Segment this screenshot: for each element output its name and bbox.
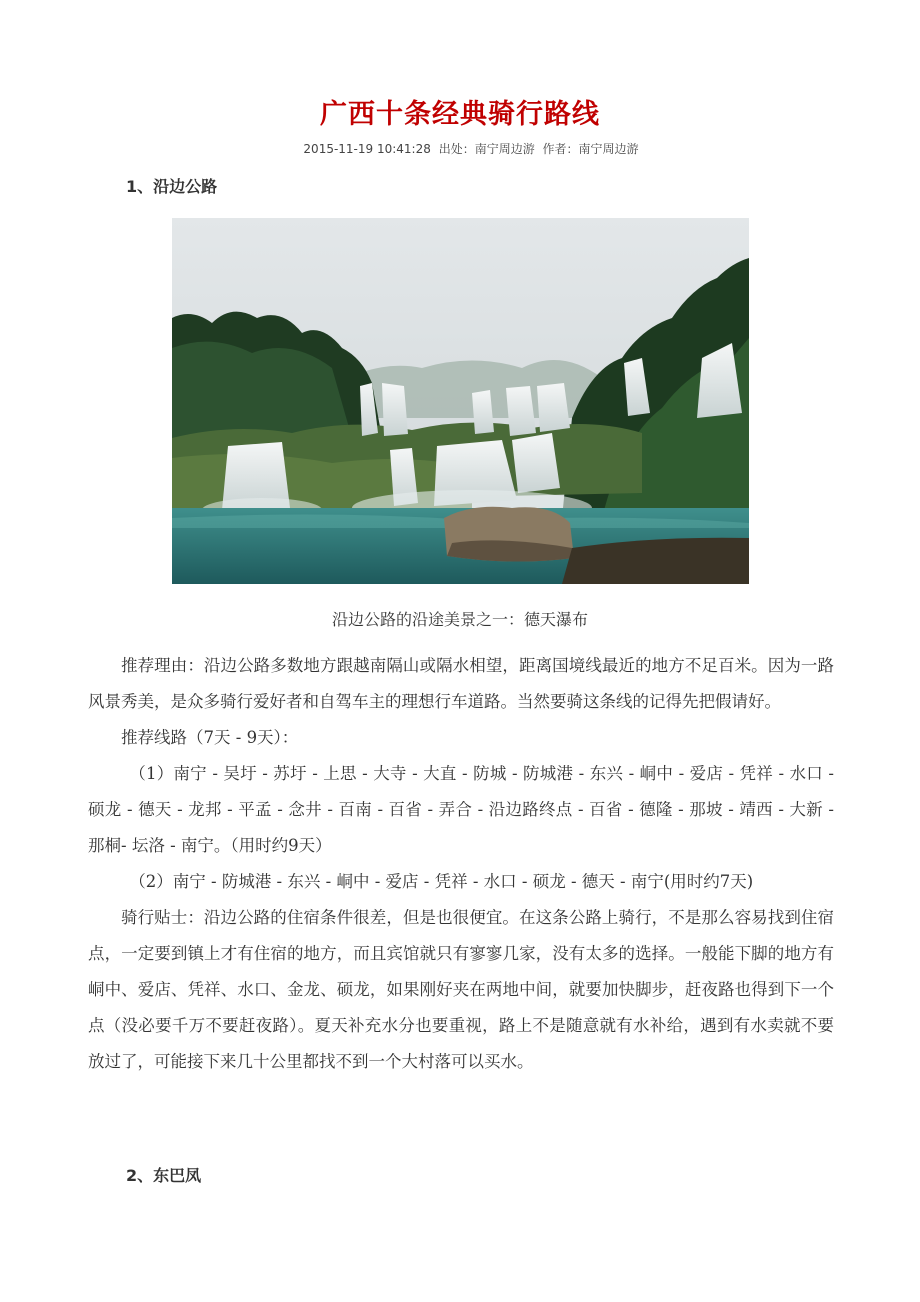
article-meta: [0, 140, 920, 157]
paragraph-recommend-reason: 推荐理由：沿边公路多数地方跟越南隔山或隔水相望，距离国境线最近的地方不足百米。因为一路风景秀美，是众多骑行爱好者和自驾车主的理想行车道路。当然要骑这条线的记得先把假请好。: [88, 656, 834, 711]
publish-datetime: 2015-11-19 10:41:28: [303, 142, 431, 156]
article-author: 作者：南宁周边游: [542, 142, 639, 156]
paragraph-route-header: 推荐线路（7天 - 9天）：: [121, 728, 299, 747]
article-title: 广西十条经典骑行路线: [320, 99, 600, 130]
article-body: [88, 648, 834, 1080]
waterfall-photo: [172, 218, 749, 584]
paragraph-route-1: （1）南宁 - 吴圩 - 苏圩 - 上思 - 大寺 - 大直 - 防城 - 防城港 - 东兴 - 峒中 - 爱店 - 凭祥 - 水口 - 硕龙 - 德天 - 龙邦 - 平孟 - 念井 - 百南 - 百省 - 弄合 - 沿边路终点 - 百省 - 德隆 - 那坡 - 靖西 - 大新 - 那桐- 坛洛 - 南宁。（用时约9天）: [88, 764, 834, 855]
section-heading-1: 1、沿边公路: [126, 177, 218, 196]
section-heading-2: 2、东巴凤: [126, 1166, 202, 1185]
paragraph-riding-tips: 骑行贴士：沿边公路的住宿条件很差，但是也很便宜。在这条公路上骑行，不是那么容易找到住宿点，一定要到镇上才有住宿的地方，而且宾馆就只有寥寥几家，没有太多的选择。一般能下脚的地方有峒中、爱店、凭祥、水口、金龙、硕龙，如果刚好夹在两地中间，就要加快脚步，赶夜路也得到下一个点（没必要千万不要赶夜路）。夏天补充水分也要重视，路上不是随意就有水补给，遇到有水卖就不要放过了，可能接下来几十公里都找不到一个大村落可以买水。: [88, 908, 834, 1071]
paragraph-route-2: （2）南宁 - 防城港 - 东兴 - 峒中 - 爱店 - 凭祥 - 水口 - 硕龙 - 德天 - 南宁(用时约7天): [129, 872, 754, 891]
image-caption: 沿边公路的沿途美景之一：德天瀑布: [331, 610, 588, 629]
article-source: 出处：南宁周边游: [438, 142, 535, 156]
